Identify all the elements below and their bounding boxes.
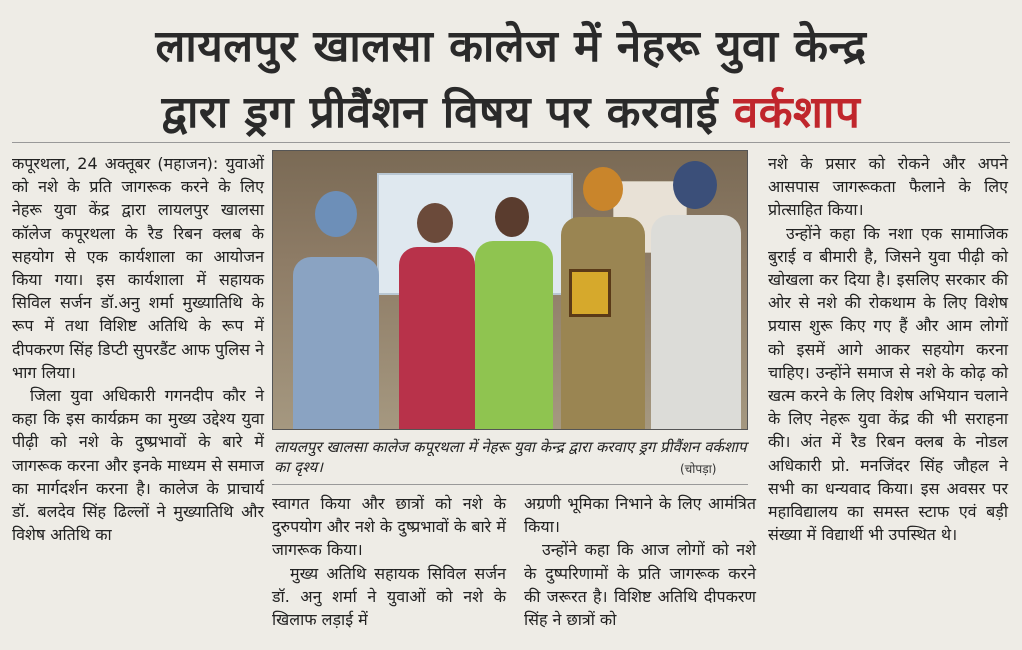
headline-line-2-main: द्वारा ड्रग प्रीवैंशन विषय पर करवाई [161,87,718,138]
person-2 [397,203,477,429]
headline-line-1: लायलपुर खालसा कालेज में नेहरू युवा केन्द्र [155,21,867,72]
column-1-paragraph-1: कपूरथला, 24 अक्तूबर (महाजन): युवाओं को नशे के प्रति जागरूक करने के लिए नेहरू युवा केंद्र द्वारा लायलपुर खालसा कॉलेज कपूरथला के रैड रिबन क्लब के सहयोग से एक कार्यशाला का आयोजन किया गया। इस कार्यशाला में सहायक सिविल सर्जन डॉ.अनु शर्मा मुख्यातिथि के रूप में तथा विशिष्ट अतिथि के रूप में दीपकरण सिंह डिप्टी सुपरडैंट आफ पुलिस ने भाग लिया। [12,154,264,382]
person-3 [475,197,553,429]
column-4-paragraph-2: उन्होंने कहा कि नशा एक सामाजिक बुराई व बीमारी है, जिसने युवा पीढ़ी को खोखला कर दिया है। इसलिए सरकार की ओर से नशे की रोकथाम के लिए विशेष प्रयास शुरू किए गए हैं और आम लोगों को इसमें आगे आकर सहयोग करना चाहिए। उन्होंने समाज से नशे के कोढ़ को खत्म करने के लिए विशेष अभियान चलाने के लिए नेहरू युवा केंद्र की भी सराहना की। अंत में रैड रिबन क्लब के नोडल अधिकारी प्रो. मनजिंदर सिंह जौहल ने सभी का धन्यवाद किया। इस अवसर पर महाविद्यालय का समस्त स्टाफ एवं बड़ी संख्या में विद्यार्थी भी उपस्थित थे। [768,223,1008,545]
person-1 [287,169,383,429]
person-5 [649,161,743,429]
headline-rule [12,142,1010,143]
headline-accent-word: वर्कशाप [733,87,861,138]
column-3-paragraph-1: अग्रणी भूमिका निभाने के लिए आमंत्रित किया। [524,494,756,537]
column-2-paragraph-1: स्वागत किया और छात्रों को नशे के दुरुपयोग और नशे के दुष्प्रभावों के बारे में जागरूक किया। [272,494,506,560]
column-1-paragraph-2: जिला युवा अधिकारी गगनदीप कौर ने कहा कि इस कार्यक्रम का मुख्य उद्देश्य युवा पीढ़ी को नशे के दुष्प्रभावों के बारे में जागरूक करना और इनके माध्यम से समाज का मार्गदर्शन करना है। कालेज के प्राचार्य डॉ. बलदेव सिंह ढिल्लों ने मुख्यातिथि और विशेष अतिथि का [12,386,264,545]
event-photo [272,150,748,430]
article-column-4 [768,152,1008,546]
award-plaque [569,269,611,317]
article-column-2 [272,492,506,631]
column-3-paragraph-2: उन्होंने कहा कि आज लोगों को नशे के दुष्परिणामों के प्रति जागरूक करने की जरूरत है। विशिष्ट अतिथि दीपकरण सिंह ने छात्रों को [524,540,756,630]
column-4-paragraph-1: नशे के प्रसार को रोकने और अपने आसपास जागरूकता फैलाने के लिए प्रोत्साहित किया। [768,154,1008,220]
caption-rule [272,484,748,485]
photo-caption: लायलपुर खालसा कालेज कपूरथला में नेहरू युवा केन्द्र द्वारा करवाए ड्रग प्रीवैंशन वर्कशाप का दृश्य। [274,438,747,476]
headline-line-2 [0,80,1022,140]
article-column-3 [524,492,756,631]
article-column-1 [12,152,264,546]
photo-credit: (चोपड़ा) [680,462,717,476]
column-2-paragraph-2: मुख्य अतिथि सहायक सिविल सर्जन डॉ. अनु शर्मा ने युवाओं को नशे के खिलाफ लड़ाई में [272,563,506,630]
